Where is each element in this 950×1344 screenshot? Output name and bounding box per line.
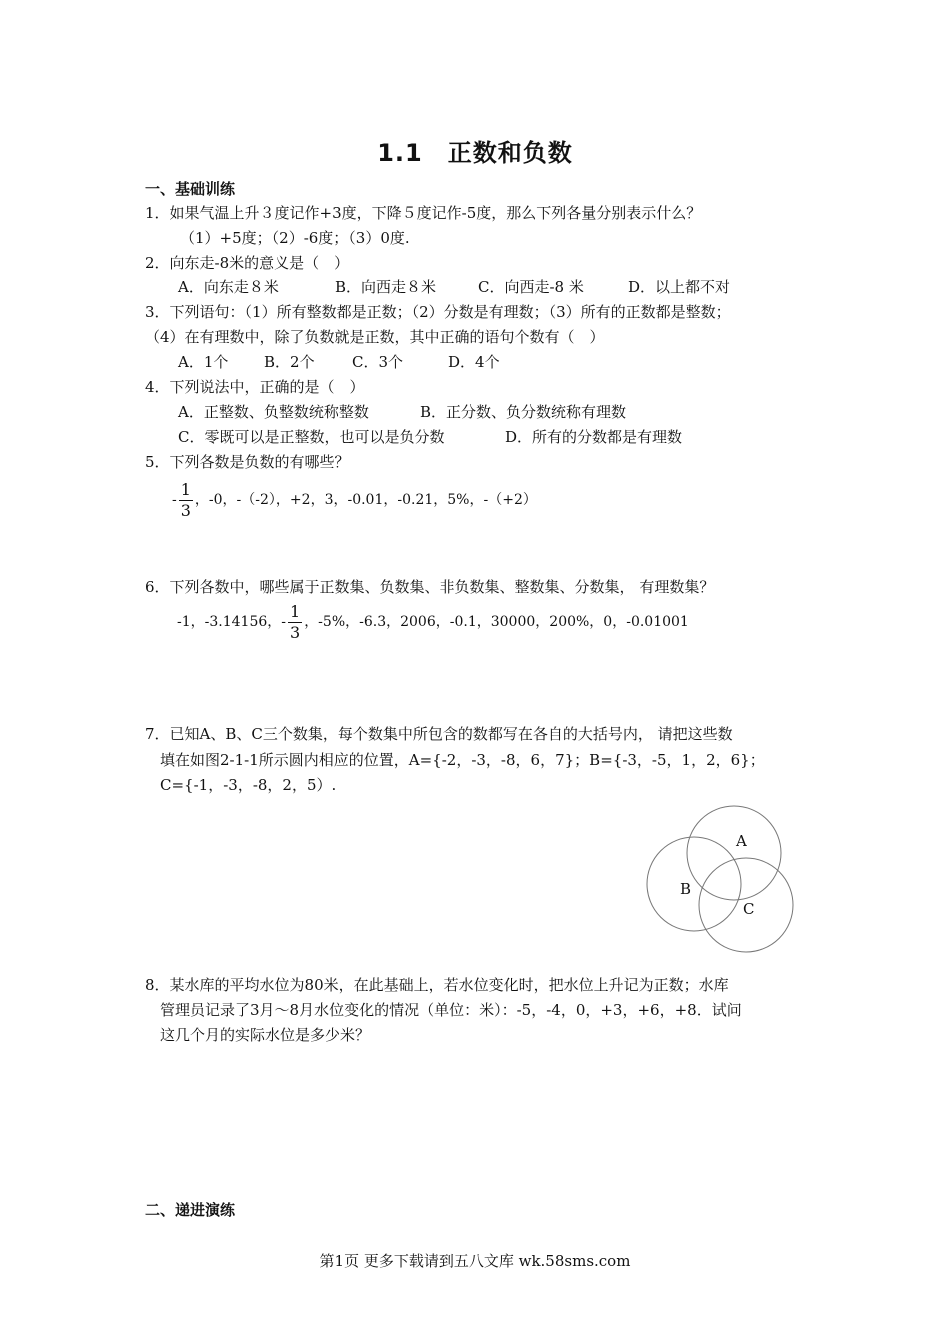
q5-minus-sign: - xyxy=(172,492,177,508)
q7-line1: 7．已知A、B、C三个数集，每个数集中所包含的数都写在各自的大括号内， 请把这些数 xyxy=(145,725,733,743)
label-b: B xyxy=(680,880,692,898)
label-a: A xyxy=(736,832,747,850)
q1-stem: 1．如果气温上升３度记作+3度，下降５度记作-5度，那么下列各量分别表示什么？ xyxy=(145,204,702,222)
q4-option-a: A．正整数、负整数统称整数 xyxy=(178,403,369,421)
q2-option-c: C．向西走-8 米 xyxy=(478,278,584,296)
q4-stem: 4．下列说法中，正确的是（ ） xyxy=(145,378,365,396)
q5-numbers xyxy=(172,476,537,524)
q8-line1: 8．某水库的平均水位为80米，在此基础上，若水位变化时，把水位上升记为正数；水库 xyxy=(145,976,729,994)
venn-diagram xyxy=(640,800,800,956)
q2-stem: 2．向东走-8米的意义是（ ） xyxy=(145,254,350,272)
q8-line2: 管理员记录了3月～8月水位变化的情况（单位：米）：-5，-4，0，+3，+6，+8．试问 xyxy=(160,1001,742,1019)
q1-items: （1）+5度；（2）-6度；（3）0度. xyxy=(180,229,410,247)
q2-option-a: A．向东走８米 xyxy=(178,278,279,296)
q7-line2: 填在如图2-1-1所示圆内相应的位置，A={-2，-3，-8，6，7}；B={-3，-5，1，2，6}； xyxy=(160,751,765,769)
q5-stem: 5．下列各数是负数的有哪些？ xyxy=(145,453,350,471)
q3-option-b: B．2个 xyxy=(264,353,315,371)
page-footer: 第1页 更多下载请到五八文库 wk.58sms.com xyxy=(319,1252,631,1270)
q6-fraction-denominator: 3 xyxy=(290,622,301,642)
q2-option-d: D．以上都不对 xyxy=(628,278,731,296)
q4-option-c: C．零既可以是正整数，也可以是负分数 xyxy=(178,428,445,446)
q5-number-list: ，-0，-（-2），+2，3，-0.01，-0.21，5%，-（+2） xyxy=(194,492,537,508)
circle-a xyxy=(687,806,781,900)
q6-numbers xyxy=(177,598,689,646)
q3-option-a: A．1个 xyxy=(178,353,229,371)
q3-stem-line1: 3．下列语句：（1）所有整数都是正数；（2）分数是有理数；（3）所有的正数都是整数； xyxy=(145,303,731,321)
q5-fraction-numerator: 1 xyxy=(180,479,191,499)
q2-option-b: B．向西走８米 xyxy=(335,278,437,296)
q8-line3: 这几个月的实际水位是多少米？ xyxy=(160,1026,371,1044)
q4-option-b: B．正分数、负分数统称有理数 xyxy=(420,403,627,421)
page-title: 1.1 正数和负数 xyxy=(377,139,573,167)
label-c: C xyxy=(743,900,755,918)
q5-fraction xyxy=(179,479,193,520)
q5-fraction-denominator: 3 xyxy=(180,500,191,520)
q6-fraction-numerator: 1 xyxy=(290,601,301,621)
section-basic-training: 一、基础训练 xyxy=(145,180,236,198)
circle-b xyxy=(647,837,741,931)
q3-stem-line2: （4）在有理数中，除了负数就是正数，其中正确的语句个数有（ ） xyxy=(145,328,605,346)
q3-option-d: D．4个 xyxy=(448,353,500,371)
q6-stem: 6．下列各数中，哪些属于正数集、负数集、非负数集、整数集、分数集， 有理数集？ xyxy=(145,578,715,596)
q3-option-c: C．3个 xyxy=(352,353,404,371)
q6-number-list-start: -1，-3.14156，- xyxy=(177,614,286,630)
q6-number-list-end: ，-5%，-6.3，2006，-0.1，30000，200%，0，-0.01001 xyxy=(304,614,689,630)
q4-option-d: D．所有的分数都是有理数 xyxy=(505,428,683,446)
q6-fraction xyxy=(288,601,302,642)
section-progressive-practice: 二、递进演练 xyxy=(145,1201,236,1219)
q7-line3: C={-1，-3，-8，2，5）. xyxy=(160,776,337,794)
